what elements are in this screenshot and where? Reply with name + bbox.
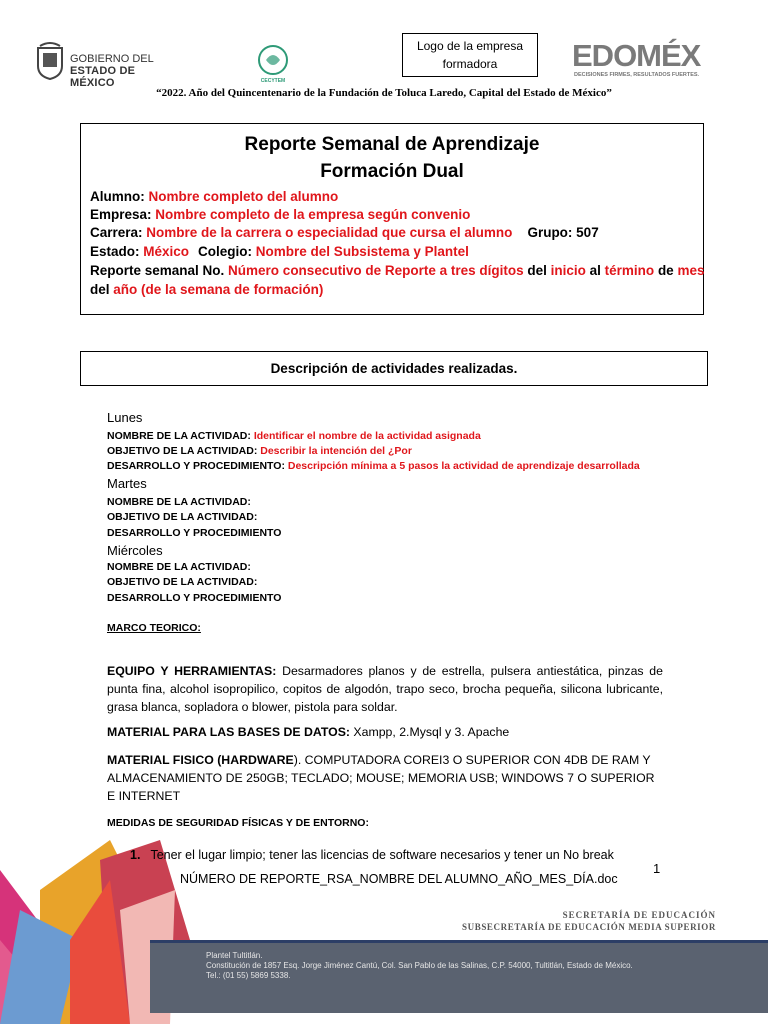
- logo-box-line1: Logo de la empresa: [416, 39, 524, 53]
- gobierno-logo: [34, 40, 174, 89]
- miercoles-nombre: NOMBRE DE LA ACTIVIDAD:: [107, 561, 251, 573]
- martes-desarrollo: DESARROLLO Y PROCEDIMIENTO: [107, 527, 282, 539]
- equipo-label: EQUIPO Y HERRAMIENTAS:: [107, 664, 283, 678]
- report-subtitle: Formación Dual: [320, 161, 464, 182]
- estado-line: [90, 243, 469, 261]
- gobierno-line1: GOBIERNO DEL: [70, 53, 154, 65]
- empresa-label: Empresa:: [90, 207, 156, 222]
- material-fisico-label: MATERIAL FISICO (HARDWARE: [107, 753, 294, 767]
- reporte-de: de: [654, 263, 678, 278]
- reporte-mes: mes: [677, 263, 705, 278]
- reporte-del: del: [523, 263, 551, 278]
- carrera-line: [90, 224, 599, 242]
- report-title: Reporte Semanal de Aprendizaje: [244, 134, 540, 155]
- lunes-nombre-value: Identificar el nombre de la actividad asignada: [253, 430, 481, 442]
- day-miercoles: Miércoles: [107, 543, 163, 558]
- report-header-box: [80, 123, 704, 315]
- day-martes: Martes: [107, 476, 147, 491]
- medidas-heading: MEDIDAS DE SEGURIDAD FÍSICAS Y DE ENTORNO:: [107, 817, 369, 829]
- edomex-wordmark: EDOMÉX: [572, 38, 701, 73]
- miercoles-desarrollo: DESARROLLO Y PROCEDIMIENTO: [107, 592, 282, 604]
- material-bd-paragraph: [107, 723, 663, 741]
- subsecretaria-label: SUBSECRETARÍA DE EDUCACIÓN MEDIA SUPERIOR: [462, 922, 716, 932]
- lunes-nombre: [107, 430, 481, 442]
- reporte-label: Reporte semanal No.: [90, 263, 229, 278]
- list-number: 1.: [130, 848, 141, 862]
- empresa-line: [90, 206, 470, 224]
- cectem-logo: [256, 44, 290, 84]
- reporte-line2: [90, 281, 323, 299]
- tagline: “2022. Año del Quincentenario de la Fundación de Toluca Laredo, Capital del Estado de México”: [156, 87, 612, 99]
- lunes-objetivo-value: Describir la intención del ¿Por: [260, 445, 412, 457]
- reporte-anio: año (de la semana de formación): [113, 282, 324, 297]
- reporte-value: Número consecutivo de Reporte a tres dígitos: [228, 263, 524, 278]
- alumno-line: [90, 188, 338, 206]
- reporte-line: [90, 262, 704, 280]
- reporte-termino: término: [604, 263, 655, 278]
- material-fisico-paragraph: [107, 751, 663, 805]
- state-emblem-icon: [34, 40, 66, 80]
- estado-label: Estado:: [90, 244, 144, 259]
- footer-address: [206, 951, 633, 981]
- alumno-label: Alumno:: [90, 189, 149, 204]
- page-number: 1: [653, 861, 661, 876]
- miercoles-objetivo: OBJETIVO DE LA ACTIVIDAD:: [107, 576, 258, 588]
- reporte-del2: del: [90, 282, 114, 297]
- lunes-desarrollo: [107, 460, 640, 472]
- reporte-inicio: inicio: [550, 263, 586, 278]
- equipo-paragraph: [107, 662, 663, 716]
- secretaria-label: SECRETARÍA DE EDUCACIÓN: [562, 910, 716, 920]
- list-item-text: Tener el lugar limpio; tener las licencias de software necesarios y tener un No break: [150, 848, 614, 862]
- grupo-value: Grupo: 507: [527, 225, 599, 240]
- company-logo-placeholder: [402, 33, 538, 77]
- desarrollo-label: DESARROLLO Y PROCEDIMIENTO:: [107, 460, 288, 472]
- material-bd-text: Xampp, 2.Mysql y 3. Apache: [353, 725, 510, 739]
- gobierno-line2: ESTADO DE MÉXICO: [70, 65, 136, 89]
- colegio-label: Colegio:: [198, 244, 256, 259]
- empresa-value: Nombre completo de la empresa según convenio: [155, 207, 471, 222]
- reporte-al: al: [585, 263, 605, 278]
- martes-objetivo: OBJETIVO DE LA ACTIVIDAD:: [107, 511, 258, 523]
- file-name: NÚMERO DE REPORTE_RSA_NOMBRE DEL ALUMNO_AÑO_MES_DÍA.doc: [180, 872, 618, 886]
- objetivo-label: OBJETIVO DE LA ACTIVIDAD:: [107, 445, 261, 457]
- list-item: [130, 848, 614, 862]
- carrera-label: Carrera:: [90, 225, 147, 240]
- logo-box-line2: formadora: [442, 57, 498, 71]
- cectem-emblem-icon: [256, 44, 290, 84]
- lunes-objetivo: [107, 445, 412, 457]
- footer-line3: Tel.: (01 55) 5869 5338.: [206, 971, 291, 980]
- nombre-label: NOMBRE DE LA ACTIVIDAD:: [107, 430, 254, 442]
- description-header: Descripción de actividades realizadas.: [80, 351, 708, 386]
- marco-teorico: MARCO TEORICO:: [107, 622, 201, 634]
- footer-line1: Plantel Tultitlán.: [206, 951, 263, 960]
- edomex-slogan: DECISIONES FIRMES, RESULTADOS FUERTES.: [574, 72, 700, 78]
- footer-line2: Constitución de 1857 Esq. Jorge Jiménez Cantú, Col. San Pablo de las Salinas, C.P. 54000, Tultitlán, Estado de México.: [206, 961, 633, 970]
- edomex-logo: [572, 40, 732, 80]
- equipo-text: Desarmadores planos y de estrella, pulsera antiestática, pinzas de punta fina, alcohol isopropilico, copitos de algodón, trapo seco, brocha pequeña, silicona lubricante, grasa blanca, sopladora o blower, pistola para soldar.: [107, 664, 663, 714]
- material-fisico-text: ). COMPUTADORA COREI3 O SUPERIOR CON 4DB DE RAM Y ALMACENAMIENTO DE 250GB; TECLADO; MOUSE; MEMORIA USB; WINDOWS 7 O SUPERIOR E INTERNET: [107, 753, 655, 803]
- estado-value: México: [143, 244, 190, 259]
- alumno-value: Nombre completo del alumno: [148, 189, 339, 204]
- material-bd-label: MATERIAL PARA LAS BASES DE DATOS:: [107, 725, 354, 739]
- day-lunes: Lunes: [107, 410, 143, 425]
- martes-nombre: NOMBRE DE LA ACTIVIDAD:: [107, 496, 251, 508]
- footer-bar: [150, 940, 768, 1013]
- colegio-value: Nombre del Subsistema y Plantel: [255, 244, 469, 259]
- carrera-value: Nombre de la carrera o especialidad que cursa el alumno: [146, 225, 513, 240]
- cectem-label: CECYTEM: [260, 78, 286, 84]
- lunes-desarrollo-value: Descripción mínima a 5 pasos la actividad de aprendizaje desarrollada: [287, 460, 640, 472]
